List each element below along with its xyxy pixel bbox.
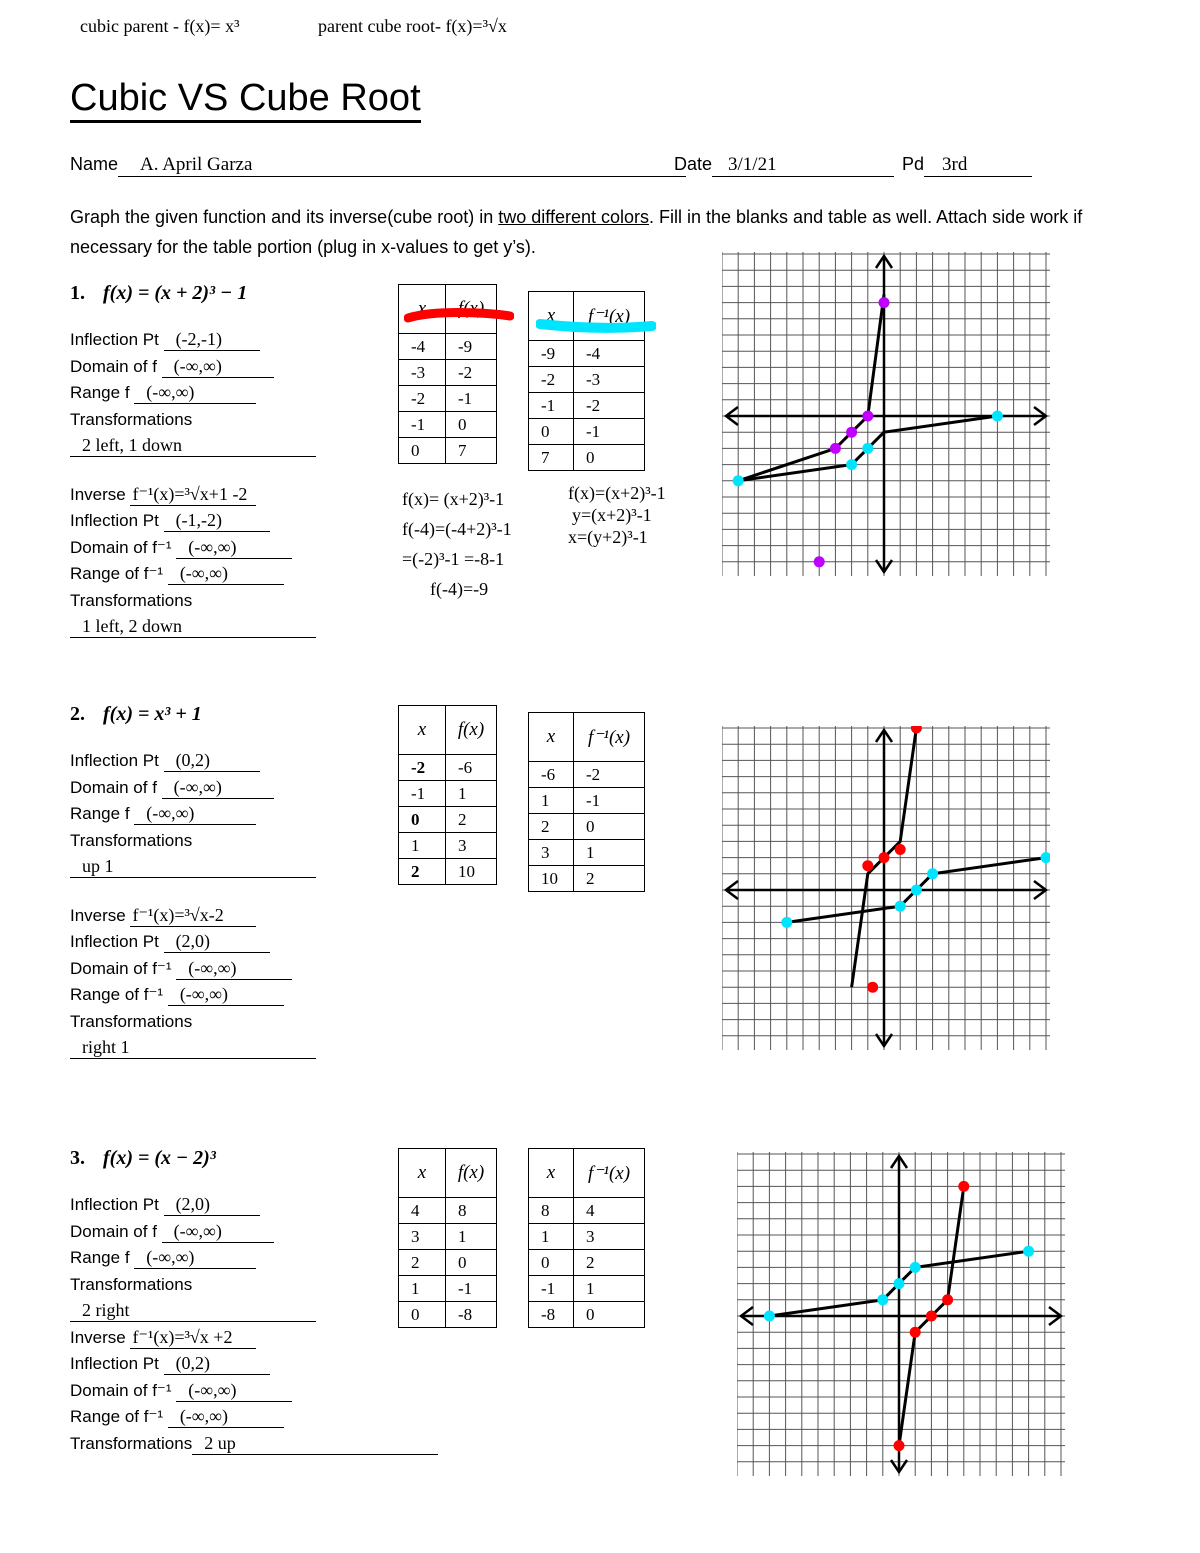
table-cell[interactable]: -6 [529,762,574,788]
table-cell[interactable]: -2 [399,386,446,412]
cubic-point [958,1181,969,1192]
cubic-parent-note: cubic parent - f(x)= x³ [80,16,240,36]
inv-domain-label: Domain of f⁻¹ [70,537,172,557]
instructions-underlined: two different colors [498,207,649,227]
table-cell[interactable]: 0 [574,1302,645,1328]
col-x-header: x [399,285,446,334]
table-cell[interactable]: 3 [446,833,497,859]
inv-domain-label: Domain of f⁻¹ [70,958,172,978]
inv-range-label: Range of f⁻¹ [70,985,164,1004]
transformations-label: Transformations [70,409,193,429]
col-x-header: x [529,713,574,762]
table-cell[interactable]: 0 [399,807,446,833]
range-field[interactable]: (-∞,∞) [134,1246,256,1269]
table-cell[interactable]: 4 [399,1198,446,1224]
table-cell[interactable]: -1 [529,393,574,419]
table-inv-3 [528,1148,645,1328]
inv-range-label: Range of f⁻¹ [70,564,164,583]
work-line: =(-2)³-1 =-8-1 [402,549,505,569]
problem-function [70,703,316,726]
col-fx-header: f(x) [446,285,497,334]
page-title: Cubic VS Cube Root [70,76,421,123]
inflection-field[interactable]: (0,2) [164,749,260,772]
inverse-field[interactable]: f⁻¹(x)=³√x+1 -2 [130,483,256,506]
cubic-point [879,297,890,308]
problem-1 [70,282,316,641]
inverse-point [894,1278,905,1289]
date-label: Date [674,154,713,174]
table-cell[interactable]: 1 [529,1224,574,1250]
table-cell[interactable]: -3 [574,367,645,393]
table-cell[interactable]: -1 [399,781,446,807]
inverse-point [895,901,906,912]
cubic-point [894,1440,905,1451]
problem-3 [70,1147,438,1457]
table-cell[interactable]: 0 [399,438,446,464]
inverse-label: Inverse [70,905,126,925]
table-cell[interactable]: -2 [399,755,446,781]
cubic-point [862,411,873,422]
inv-domain-field[interactable]: (-∞,∞) [176,1379,292,1402]
table-cell[interactable]: 7 [446,438,497,464]
table-cell[interactable]: 4 [574,1198,645,1224]
function-expression: f(x) = (x − 2)³ [103,1147,216,1169]
period-label: Pd [902,154,925,174]
inv-transformations-field[interactable]: 1 left, 2 down [70,615,316,638]
table-f-3 [398,1148,497,1328]
cubic-point [862,860,873,871]
work-line: f(x)=(x+2)³-1 [568,483,666,503]
domain-label: Domain of f [70,356,157,376]
graph-3 [737,1152,1065,1476]
inverse-point [1023,1246,1034,1257]
table-cell[interactable]: 3 [399,1224,446,1250]
table-cell[interactable]: 1 [574,1276,645,1302]
problem-number: 3. [70,1147,85,1169]
col-finv-header: f⁻¹(x) [574,292,645,341]
table-cell[interactable]: 2 [574,866,645,892]
table-inv-2 [528,712,645,892]
inverse-field[interactable]: f⁻¹(x)=³√x +2 [130,1326,256,1349]
col-x-header: x [399,1149,446,1198]
name-label: Name [70,154,119,174]
date-field[interactable]: 3/1/21 [712,154,894,177]
range-label: Range f [70,1248,130,1267]
table-f-2 [398,705,497,885]
work-line: f(x)= (x+2)³-1 [402,489,505,509]
inverse-point [1041,852,1051,863]
col-x-header: x [529,1149,574,1198]
table-cell[interactable]: 0 [446,1250,497,1276]
inv-range-label: Range of f⁻¹ [70,1407,164,1426]
table-cell[interactable]: -8 [529,1302,574,1328]
problem-function [70,282,316,305]
inv-transformations-label: Transformations [70,1011,193,1031]
cubic-point [830,443,841,454]
inverse-point [911,885,922,896]
table-cell[interactable]: -1 [446,1276,497,1302]
inv-inflection-label: Inflection Pt [70,511,159,530]
table-cell[interactable]: -2 [529,367,574,393]
range-label: Range f [70,383,130,402]
table-cell[interactable]: -1 [446,386,497,412]
table-cell[interactable]: 2 [446,807,497,833]
domain-field[interactable]: (-∞,∞) [162,776,274,799]
inverse-label: Inverse [70,484,126,504]
inv-transformations-field[interactable]: right 1 [70,1036,316,1059]
work-line: f(-4)=-9 [430,579,489,599]
inv-range-field[interactable]: (-∞,∞) [168,1405,284,1428]
domain-label: Domain of f [70,777,157,797]
transformations-field[interactable]: 2 right [70,1299,316,1322]
problem-number: 1. [70,282,85,304]
table-cell[interactable]: 2 [529,814,574,840]
table-cell[interactable]: 8 [529,1198,574,1224]
transformations-field[interactable]: 2 left, 1 down [70,434,316,457]
table-cell[interactable]: 1 [399,1276,446,1302]
inflection-label: Inflection Pt [70,1195,159,1214]
table-cell[interactable]: 0 [399,1302,446,1328]
table-cell[interactable]: 3 [574,1224,645,1250]
instructions-text-2: . Fill in the blanks and table as well. Attach side work if necessary for the table portion (plug in x-values to get y’s). [70,207,1083,257]
table-cell[interactable]: -1 [574,788,645,814]
col-finv-header: f⁻¹(x) [574,1149,645,1198]
table-cell[interactable]: -1 [529,1276,574,1302]
table-cell[interactable]: -1 [399,412,446,438]
inflection-label: Inflection Pt [70,751,159,770]
inverse-point [862,443,873,454]
table-cell[interactable]: -2 [574,393,645,419]
table-cell[interactable]: 1 [446,1224,497,1250]
table-cell[interactable]: 1 [529,788,574,814]
cubic-point [846,427,857,438]
table-cell[interactable]: -4 [574,341,645,367]
name-row [70,154,686,177]
name-field[interactable]: A. April Garza [118,154,686,177]
table-cell[interactable]: -3 [399,360,446,386]
inverse-point [910,1262,921,1273]
inv-range-field[interactable]: (-∞,∞) [168,562,284,585]
inv-inflection-label: Inflection Pt [70,932,159,951]
graph-2 [722,726,1050,1050]
period-row [902,154,1032,177]
cubic-point [879,852,890,863]
range-label: Range f [70,804,130,823]
table-cell[interactable]: 0 [529,1250,574,1276]
table-cell[interactable]: -9 [446,334,497,360]
table-cell[interactable]: -9 [529,341,574,367]
domain-field[interactable]: (-∞,∞) [162,1220,274,1243]
table-cell[interactable]: 8 [446,1198,497,1224]
cubic-point [942,1294,953,1305]
inverse-point [781,917,792,928]
table-cell[interactable]: 1 [574,840,645,866]
table-cell[interactable]: 2 [574,1250,645,1276]
cyan-highlight-stroke [536,316,656,336]
inv-transformations-field[interactable]: 2 up [192,1432,438,1455]
cubic-point [911,726,922,734]
table-cell[interactable]: -4 [399,334,446,360]
inv-inflection-field[interactable]: (0,2) [164,1352,270,1375]
table-cell[interactable]: 1 [446,781,497,807]
inflection-field[interactable]: (-2,-1) [164,328,260,351]
inv-domain-field[interactable]: (-∞,∞) [176,536,292,559]
cubic-point [926,1311,937,1322]
table-cell[interactable]: -2 [446,360,497,386]
period-field[interactable]: 3rd [924,154,1032,177]
col-fx-header: f(x) [446,706,497,755]
work-line: f(-4)=(-4+2)³-1 [402,519,512,539]
instructions-text-1: Graph the given function and its inverse(cube root) in [70,207,499,227]
table-cell[interactable]: 0 [529,419,574,445]
range-field[interactable]: (-∞,∞) [134,802,256,825]
side-work-left [402,484,512,604]
table-cell[interactable]: -8 [446,1302,497,1328]
inv-range-field[interactable]: (-∞,∞) [168,983,284,1006]
inv-inflection-label: Inflection Pt [70,1354,159,1373]
table-cell[interactable]: 7 [529,445,574,471]
table-cell[interactable]: 0 [446,412,497,438]
work-line: x=(y+2)³-1 [568,527,648,547]
table-cell[interactable]: -2 [574,762,645,788]
col-fx-header: f(x) [446,1149,497,1198]
inverse-label: Inverse [70,1327,126,1347]
inverse-field[interactable]: f⁻¹(x)=³√x-2 [130,904,256,927]
red-highlight-stroke [404,306,514,326]
table-cell[interactable]: 10 [529,866,574,892]
problem-number: 2. [70,703,85,725]
inflection-field[interactable]: (2,0) [164,1193,260,1216]
inv-inflection-field[interactable]: (-1,-2) [164,509,270,532]
side-work-right [568,482,666,548]
inverse-point [927,868,938,879]
cubic-point [867,982,878,993]
grid-lines [722,726,1050,1050]
table-cell[interactable]: 0 [574,445,645,471]
inv-domain-label: Domain of f⁻¹ [70,1380,172,1400]
cubic-point [895,844,906,855]
table-cell[interactable]: -1 [574,419,645,445]
problem-function [70,1147,438,1170]
inverse-point [877,1294,888,1305]
table-cell[interactable]: 2 [399,859,446,885]
function-expression: f(x) = x³ + 1 [103,703,202,725]
transformations-label: Transformations [70,830,193,850]
domain-label: Domain of f [70,1221,157,1241]
table-cell[interactable]: 2 [399,1250,446,1276]
inv-inflection-field[interactable]: (2,0) [164,930,270,953]
problem-2 [70,703,316,1062]
transformations-field[interactable]: up 1 [70,855,316,878]
table-cell[interactable]: -6 [446,755,497,781]
inv-domain-field[interactable]: (-∞,∞) [176,957,292,980]
inv-transformations-label: Transformations [70,590,193,610]
range-field[interactable]: (-∞,∞) [134,381,256,404]
inflection-label: Inflection Pt [70,330,159,349]
cubic-point [910,1327,921,1338]
work-line: y=(x+2)³-1 [572,505,652,525]
table-cell[interactable]: 0 [574,814,645,840]
table-cell[interactable]: 10 [446,859,497,885]
inverse-point [764,1311,775,1322]
table-cell[interactable]: 1 [399,833,446,859]
domain-field[interactable]: (-∞,∞) [162,355,274,378]
inverse-point [733,475,744,486]
transformations-label: Transformations [70,1274,193,1294]
cube-root-parent-note: parent cube root- f(x)=³√x [318,16,507,36]
function-expression: f(x) = (x + 2)³ − 1 [103,282,248,304]
table-cell[interactable]: 3 [529,840,574,866]
inverse-point [846,459,857,470]
graph-1 [722,252,1050,576]
cubic-point [814,556,825,567]
col-x-header: x [399,706,446,755]
inv-transformations-label: Transformations [70,1433,193,1453]
col-finv-header: f⁻¹(x) [574,713,645,762]
inverse-point [992,411,1003,422]
col-x-header: x [529,292,574,341]
date-row [674,154,894,177]
